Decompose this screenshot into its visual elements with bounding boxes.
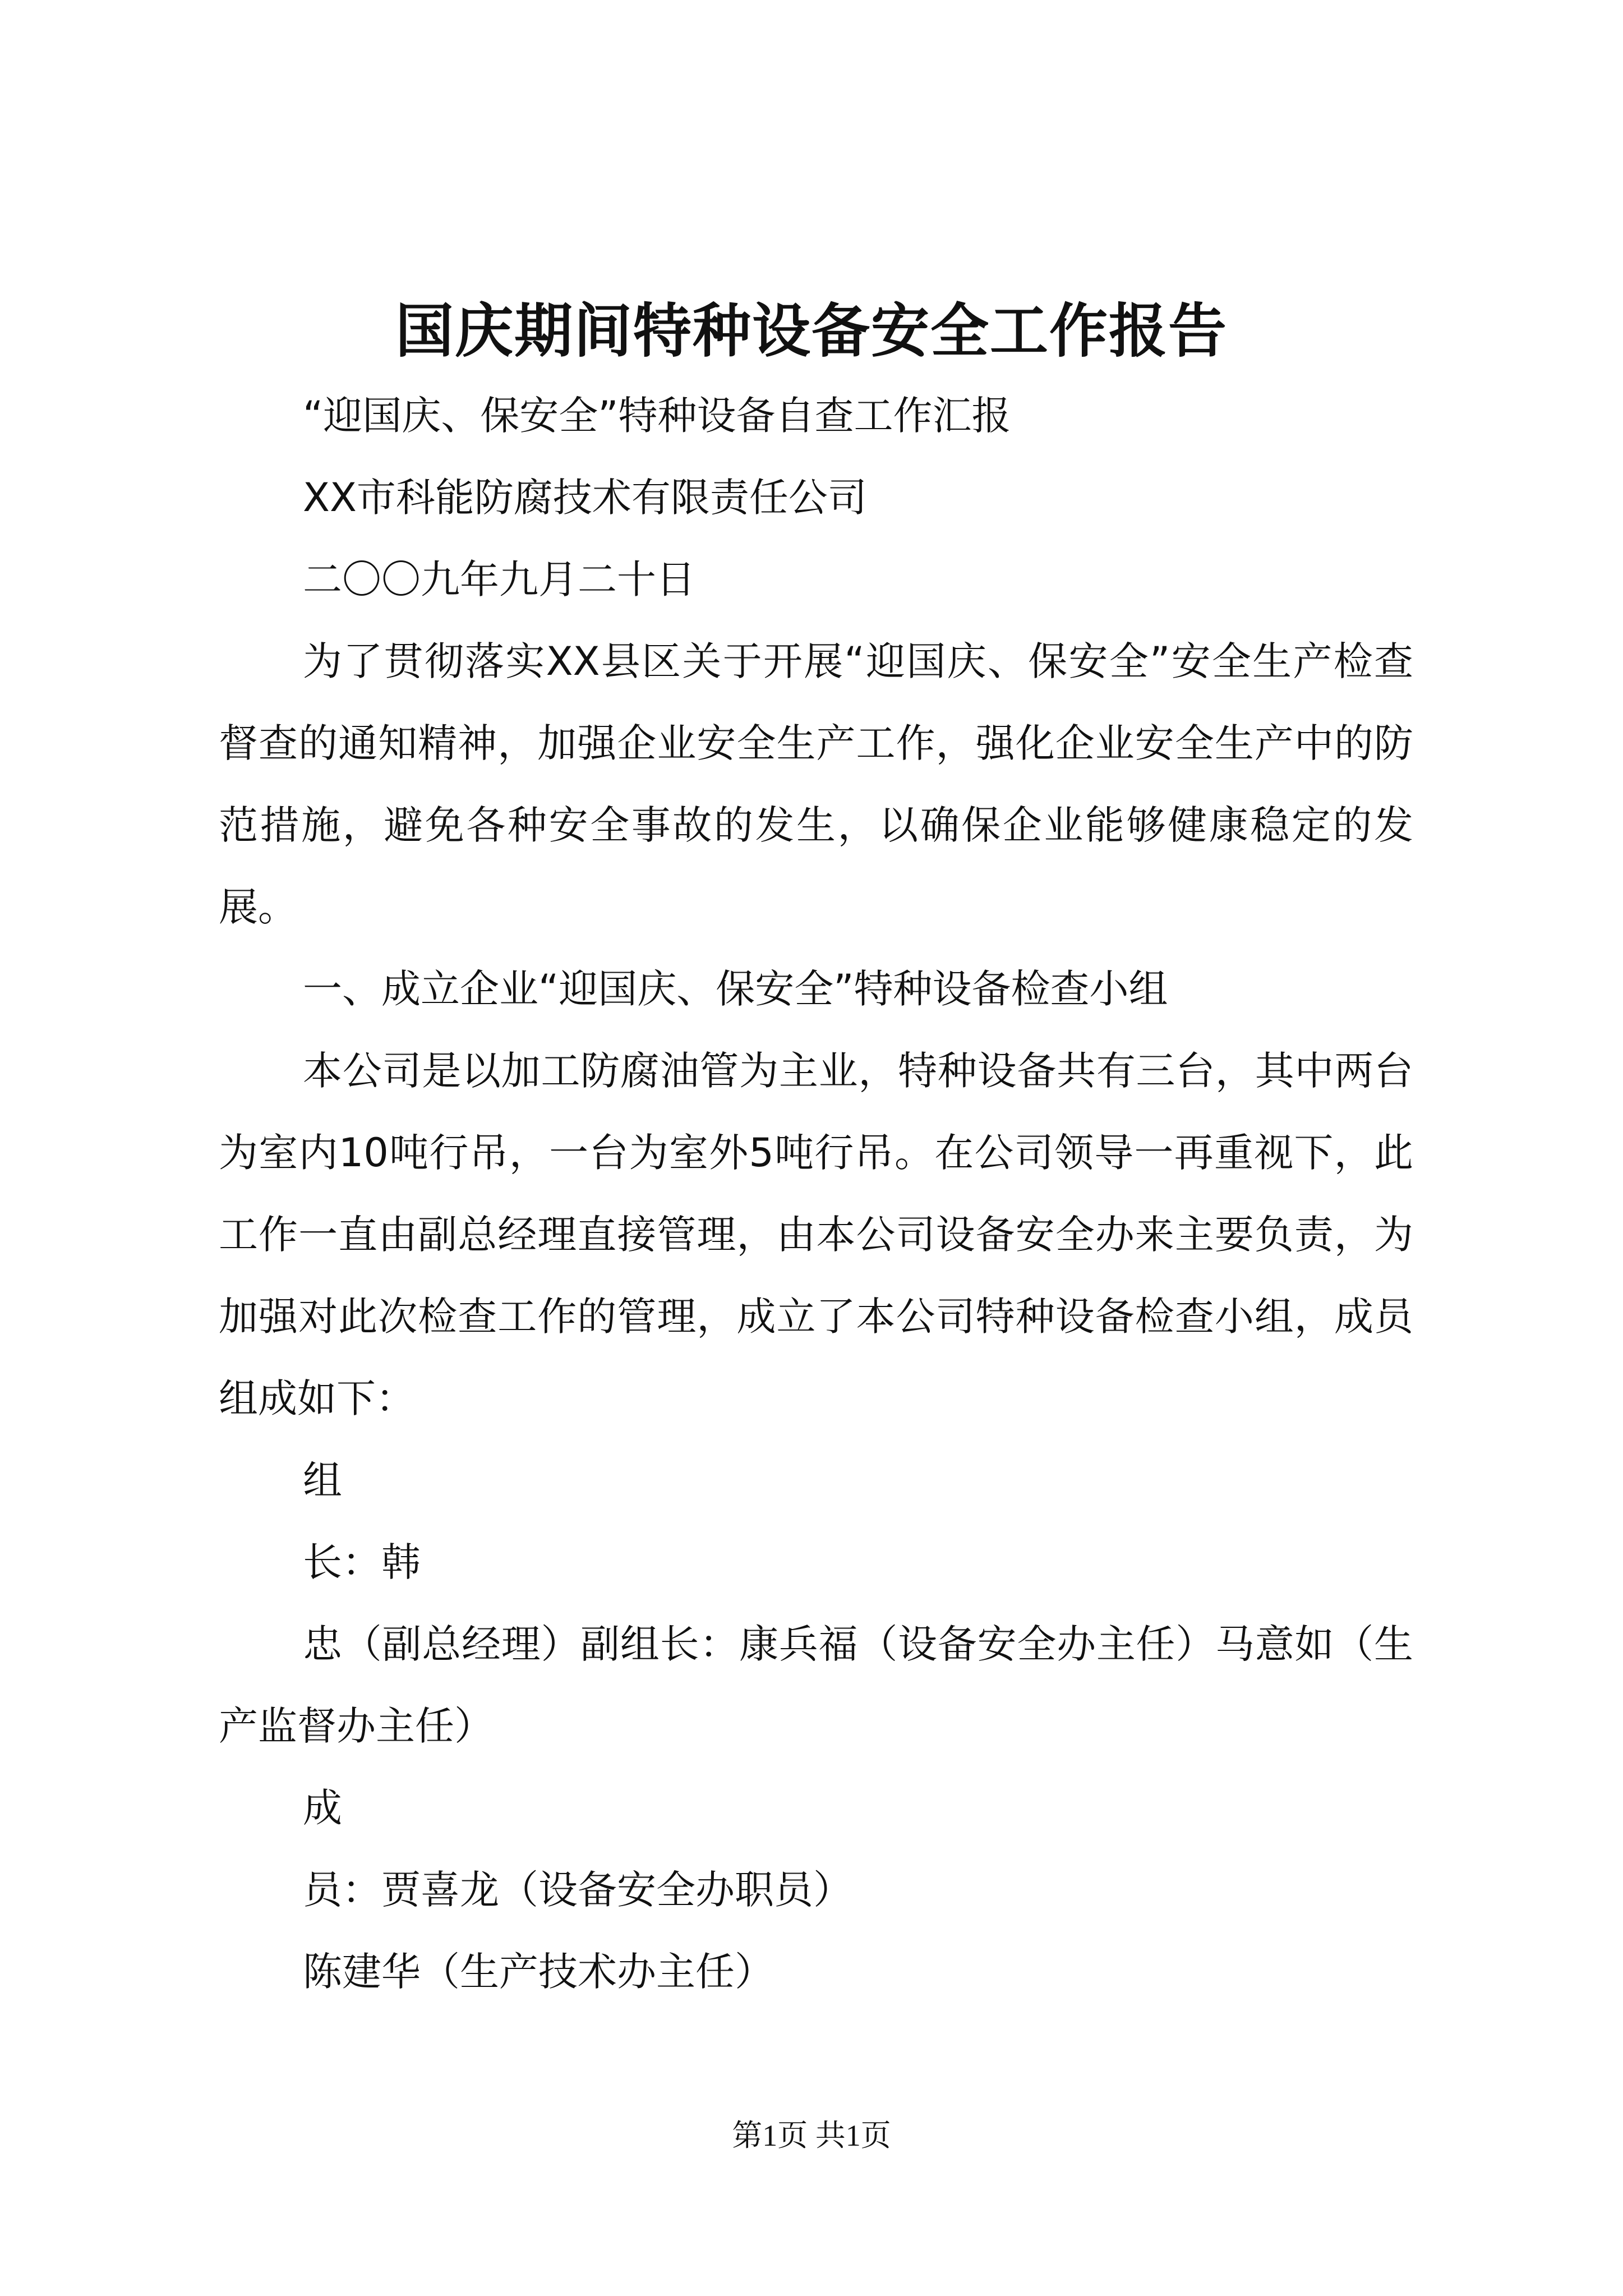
section-heading: 一、成立企业“迎国庆、保安全”特种设备检查小组 — [303, 966, 1168, 1012]
company-name: XX市科能防腐技术有限责任公司 — [303, 475, 867, 521]
document-body — [219, 375, 1413, 2013]
document-title: 国庆期间特种设备安全工作报告 — [395, 296, 1228, 365]
report-date: 二〇〇九年九月二十日 — [303, 556, 695, 602]
member-line-1: 员：贾喜龙（设备安全办职员） — [303, 1867, 852, 1913]
leaders-paragraph: 忠（副总经理）副组长：康兵福（设备安全办主任）马意如（生产监督办主任） — [219, 1621, 1413, 1749]
company-paragraph: 本公司是以加工防腐油管为主业，特种设备共有三台，其中两台为室内10吨行吊，一台为室外5吨行吊。在公司领导一再重视下，此工作一直由副总经理直接管理，由本公司设备安全办来主要负责，为加强对此次检查工作的管理，成立了本公司特种设备检查小组，成员组成如下： — [219, 1048, 1413, 1421]
subtitle: “迎国庆、保安全”特种设备自查工作汇报 — [303, 393, 1011, 439]
group-label-line-1: 组 — [303, 1457, 342, 1503]
group-label-line-2: 长：韩 — [303, 1539, 421, 1585]
member-line-2: 陈建华（生产技术办主任） — [303, 1949, 774, 1995]
page-footer: 第1页 共1页 — [732, 2119, 891, 2152]
members-label-line: 成 — [303, 1785, 342, 1831]
intro-paragraph: 为了贯彻落实XX县区关于开展“迎国庆、保安全”安全生产检查督查的通知精神，加强企业安全生产工作，强化企业安全生产中的防范措施，避免各种安全事故的发生，以确保企业能够健康稳定的发展。 — [219, 638, 1413, 930]
